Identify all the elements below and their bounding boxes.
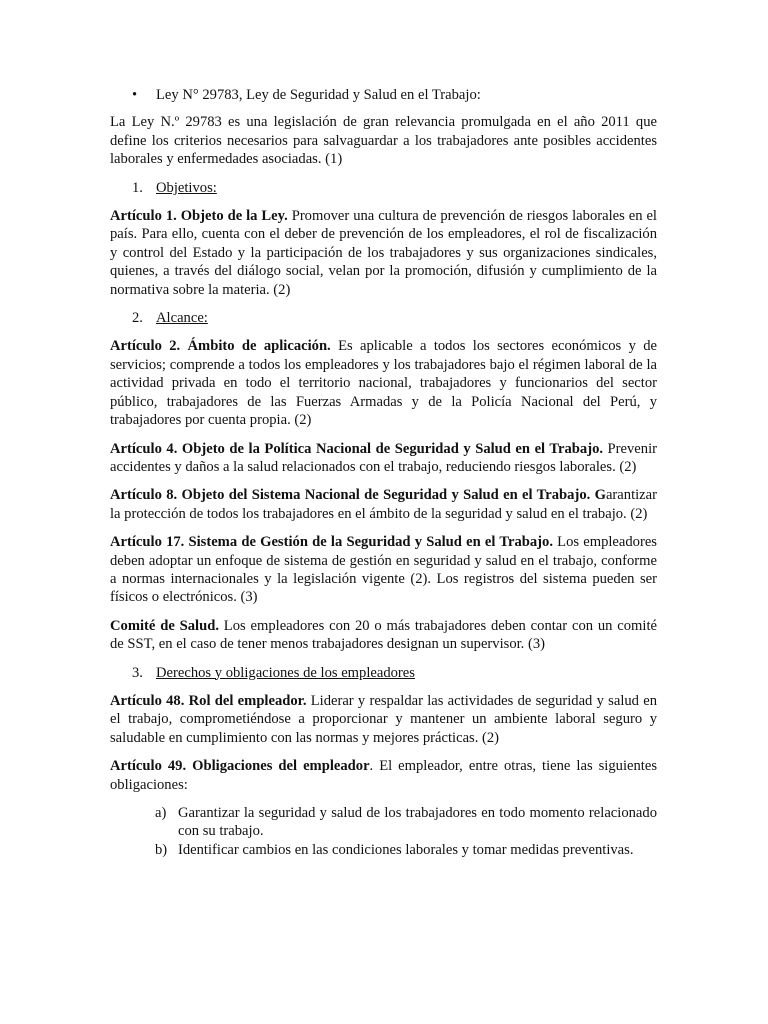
section-derechos: 3. Derechos y obligaciones de los empleadores [132, 664, 415, 681]
obligation-item: a) Garantizar la seguridad y salud de los trabajadores en todo momento relacionado con su trabajo. [155, 805, 657, 840]
law-heading-text: Ley N° 29783, Ley de Seguridad y Salud en el Trabajo: [156, 87, 481, 103]
article-text: Liderar y respaldar las actividades de seguridad y salud en el trabajo, comprometiéndose a proporcionar y mantener un ambiente laboral seguro y saludable en cumplimiento con las normas y mejores prácticas. (2) [110, 692, 657, 746]
section-title: Objetivos: [156, 179, 217, 196]
article-title: Comité de Salud. [110, 617, 219, 634]
article-8 [110, 486, 657, 523]
article-4 [110, 440, 657, 477]
section-objetivos: 1. Objetivos: [132, 179, 217, 196]
article-2 [110, 337, 657, 429]
law-heading [110, 86, 657, 104]
article-title: Artículo 2. Ámbito de aplicación. [110, 338, 331, 355]
article-text: Los empleadores deben adoptar un enfoque de sistema de gestión en seguridad y salud en el trabajo, conforme a normas internacionales y la legislación vigente (2). Los registros del sistema pueden ser físicos o electrónicos. (3) [110, 534, 657, 606]
intro-paragraph: La Ley N.º 29783 es una legislación de gran relevancia promulgada en el año 2011 que define los criterios necesarios para salvaguardar a los trabajadores ante posibles accidentes laborales y enfermedades asociadas. (1) [110, 114, 657, 168]
section-title: Derechos y obligaciones de los empleadores [156, 664, 415, 681]
obligation-item: b) Identificar cambios en las condiciones laborales y tomar medidas preventivas. [155, 841, 634, 858]
article-title: Artículo 48. Rol del empleador. [110, 692, 307, 709]
article-title: Artículo 8. Objeto del Sistema Nacional de Seguridad y Salud en el Trabajo. G [110, 487, 606, 504]
article-title: Artículo 1. Objeto de la Ley. [110, 208, 288, 225]
article-1 [110, 207, 657, 299]
bullet-icon: • [132, 87, 138, 103]
article-17 [110, 533, 657, 607]
article-title: Artículo 49. Obligaciones del empleador [110, 758, 370, 775]
article-text: Los empleadores con 20 o más trabajadores deben contar con un comité de SST, en el caso de tener menos trabajadores designan un supervisor. (3) [110, 617, 657, 653]
article-text: Es aplicable a todos los sectores económicos y de servicios; comprende a todos los empleadores y los trabajadores bajo el régimen laboral de la actividad privada en todo el territorio nacional, trabajadores y funcionarios del sector público, trabajadores de las Fuerzas Armadas y de la Policía Nacional del Perú, y trabajadores por cuenta propia. (2) [110, 338, 657, 429]
section-alcance: 2. Alcance: [132, 310, 208, 327]
article-text: Promover una cultura de prevención de riesgos laborales en el país. Para ello, cuenta con el deber de prevención de los empleadores, el rol de fiscalización y control del Estado y la participación de los trabajadores y sus organizaciones sindicales, quienes, a través del diálogo social, velan por la promoción, difusión y cumplimiento de la normativa sobre la materia. (2) [110, 208, 657, 298]
article-text: . El empleador, entre otras, tiene las siguientes obligaciones: [110, 758, 657, 793]
article-text: Prevenir accidentes y daños a la salud relacionados con el trabajo, reduciendo riesgos laborales. (2) [110, 440, 657, 475]
article-title: Artículo 4. Objeto de la Política Nacional de Seguridad y Salud en el Trabajo. [110, 440, 604, 457]
article-text: arantizar la protección de todos los trabajadores en el ámbito de la seguridad y salud en el trabajo. (2) [110, 487, 657, 522]
article-title: Artículo 17. Sistema de Gestión de la Seguridad y Salud en el Trabajo. [110, 534, 553, 551]
section-title: Alcance: [156, 310, 208, 327]
comite-de-salud [110, 617, 657, 654]
article-49 [110, 757, 657, 794]
document-body [110, 86, 657, 859]
article-48 [110, 692, 657, 747]
